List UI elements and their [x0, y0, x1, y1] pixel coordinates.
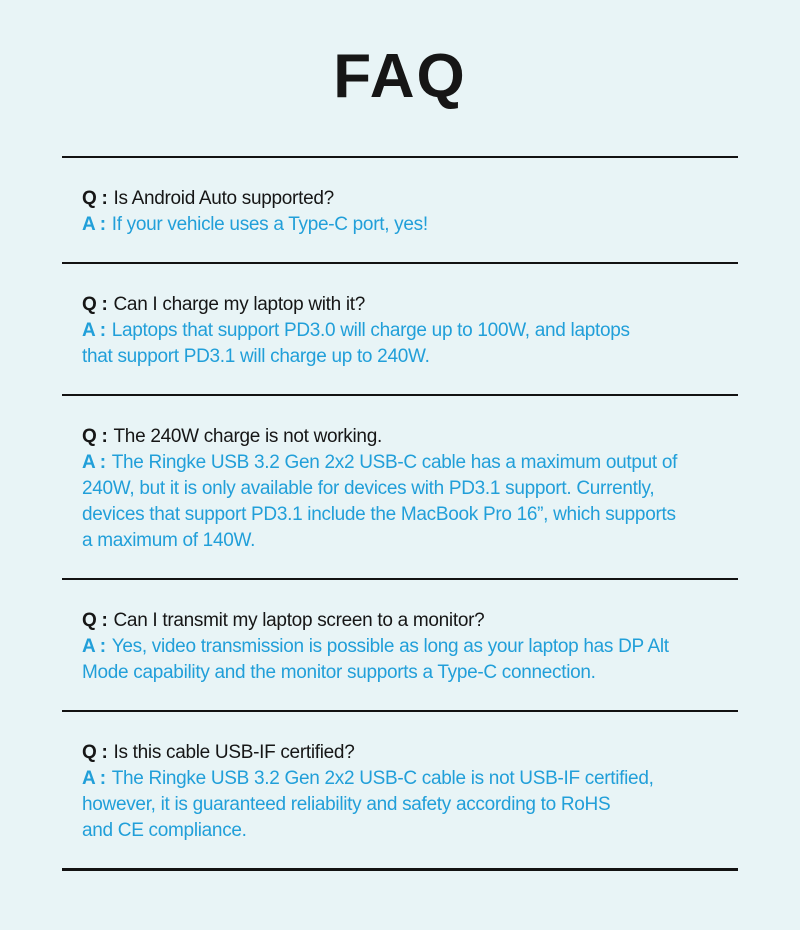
question-line [82, 292, 718, 318]
answer-text: Laptops that support PD3.0 will charge up to 100W, and laptops [111, 320, 630, 341]
question-prefix: Q : [82, 188, 108, 209]
question-line [82, 424, 718, 450]
faq-item [62, 264, 738, 394]
question-line [82, 186, 718, 212]
question-text: Is this cable USB-IF certified? [113, 742, 355, 763]
question-text: The 240W charge is not working. [113, 426, 382, 447]
answer-continuation-line: Mode capability and the monitor supports a Type-C connection. [82, 662, 596, 683]
faq-item [62, 712, 738, 868]
answer-text: The Ringke USB 3.2 Gen 2x2 USB-C cable is not USB-IF certified, [111, 768, 654, 789]
answer-continuation-line: 240W, but it is only available for devices with PD3.1 support. Currently, [82, 478, 655, 499]
question-text: Can I transmit my laptop screen to a monitor? [113, 610, 485, 631]
page-title: FAQ [333, 42, 467, 111]
faq-item [62, 580, 738, 710]
question-prefix: Q : [82, 610, 108, 631]
divider-bottom [62, 868, 738, 871]
answer-line [82, 766, 718, 792]
answer-continuation-line: a maximum of 140W. [82, 530, 256, 551]
answer-prefix: A : [82, 320, 106, 341]
faq-item [62, 396, 738, 578]
answer-text: Yes, video transmission is possible as long as your laptop has DP Alt [111, 636, 669, 657]
answer-prefix: A : [82, 452, 106, 473]
answer-text: The Ringke USB 3.2 Gen 2x2 USB-C cable has a maximum output of [111, 452, 678, 473]
answer-prefix: A : [82, 768, 106, 789]
question-line [82, 740, 718, 766]
question-prefix: Q : [82, 742, 108, 763]
question-prefix: Q : [82, 294, 108, 315]
answer-line [82, 634, 718, 660]
answer-continuation-line: that support PD3.1 will charge up to 240W. [82, 346, 430, 367]
answer-text: If your vehicle uses a Type-C port, yes! [111, 214, 428, 235]
answer-continuation-line: however, it is guaranteed reliability and safety according to RoHS [82, 794, 611, 815]
faq-content [62, 156, 738, 871]
answer-continuation-line: and CE compliance. [82, 820, 247, 841]
question-text: Is Android Auto supported? [113, 188, 334, 209]
answer-line [82, 212, 718, 238]
question-line [82, 608, 718, 634]
faq-item [62, 158, 738, 262]
answer-prefix: A : [82, 214, 106, 235]
question-prefix: Q : [82, 426, 108, 447]
question-text: Can I charge my laptop with it? [113, 294, 366, 315]
answer-continuation-line: devices that support PD3.1 include the MacBook Pro 16”, which supports [82, 504, 676, 525]
answer-line [82, 450, 718, 476]
answer-line [82, 318, 718, 344]
answer-prefix: A : [82, 636, 106, 657]
